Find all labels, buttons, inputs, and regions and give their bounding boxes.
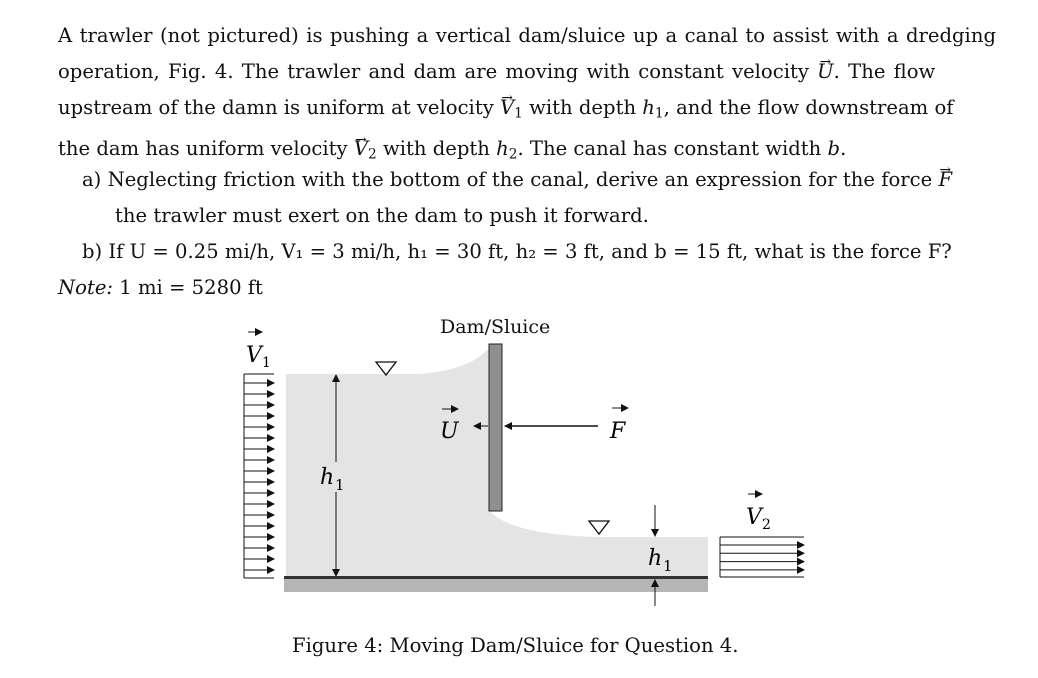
note-label: Note: [58, 276, 114, 299]
part-a-text: Neglecting friction with the bottom of the canal, derive an expression for the force [107, 168, 933, 191]
svg-text:1: 1 [262, 355, 271, 371]
part-a-label: a) [82, 168, 102, 191]
canal-bed-shadow [284, 579, 708, 592]
dam-sluice [489, 344, 502, 511]
svg-text:1: 1 [663, 557, 673, 575]
svg-text:h: h [648, 546, 663, 571]
part-a-continued: the trawler must exert on the dam to push it forward. [115, 204, 649, 227]
force-f-symbol: → F [938, 162, 952, 198]
velocity-v1-symbol: → V [500, 90, 514, 126]
intro-line-3: upstream of the damn is uniform at velocity → $V_1$ with depth $h_1$, and the flow downstream of [58, 90, 996, 131]
part-b-text: If U = 0.25 mi/h, V₁ = 3 mi/h, h₁ = 30 ft, h₂ = 3 ft, and b = 15 ft, what is the force F? [108, 240, 952, 263]
v1-label [246, 332, 271, 371]
velocity-v2-symbol: → V [354, 131, 368, 167]
surface-marker-downstream [589, 521, 609, 534]
svg-text:V: V [746, 505, 762, 530]
inflow-arrows [244, 383, 274, 570]
note-text: 1 mi = 5280 ft [119, 276, 263, 299]
canal-bed [284, 576, 708, 579]
velocity-u-symbol: → U [817, 54, 834, 90]
intro-line-4: the dam has uniform velocity → $V_2$ with depth $h_2$. The canal has constant width b. [58, 131, 996, 172]
v2-label [746, 494, 771, 533]
part-b-label: b) [82, 240, 103, 263]
surface-marker-upstream [376, 362, 396, 375]
svg-text:1: 1 [335, 476, 345, 494]
svg-text:F: F [610, 419, 626, 444]
intro-line-1: A trawler (not pictured) is pushing a vertical dam/sluice up a canal to assist with a dredging [58, 24, 996, 47]
svg-text:U: U [440, 419, 459, 444]
svg-text:2: 2 [762, 517, 771, 533]
outflow-profile-v2 [720, 537, 804, 577]
f-label [609, 408, 628, 444]
outflow-arrows [720, 545, 804, 570]
intro-line-2: operation, Fig. 4. The trawler and dam are moving with constant velocity → U. The flow [58, 54, 996, 90]
figure-caption: Figure 4: Moving Dam/Sluice for Question 4. [292, 634, 739, 657]
svg-text:V: V [246, 343, 262, 368]
svg-text:h: h [320, 465, 335, 490]
dam-label: Dam/Sluice [440, 316, 551, 338]
